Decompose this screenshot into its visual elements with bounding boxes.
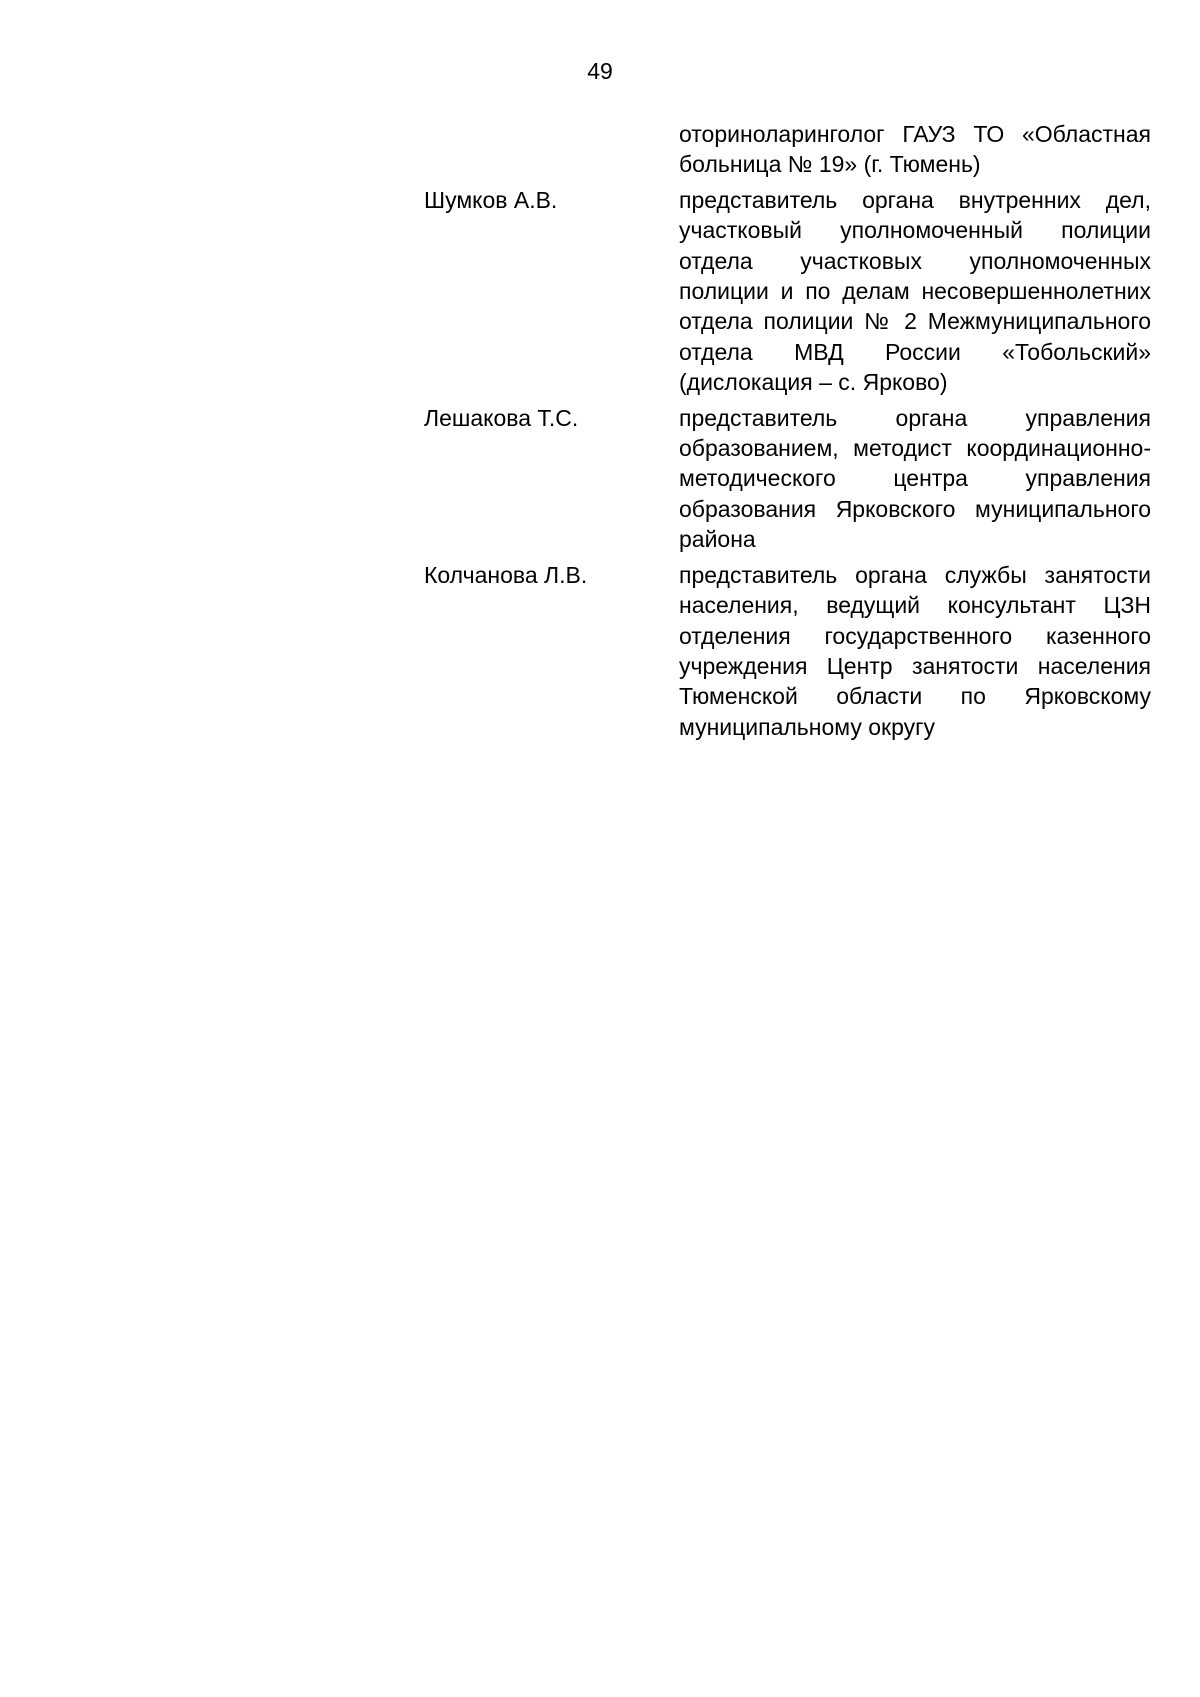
member-description: представитель органа внутренних дел, участковый уполномоченный полиции отдела участковых уполномоченных полиции и по делам несовершеннолетних отдела полиции № 2 Межмуниципального отдела МВД России «Тобольский» (дислокация – с. Ярково): [679, 186, 1151, 396]
member-name: Колчанова Л.В.: [424, 561, 588, 588]
member-entry: [0, 119, 1200, 180]
member-description: представитель органа управления образованием, методист координационно-методического центра управления образования Ярковского муниципального района: [679, 404, 1151, 553]
member-entry: [0, 185, 1200, 398]
commission-member-list: [0, 119, 1200, 747]
member-description: представитель органа службы занятости населения, ведущий консультант ЦЗН отделения государственного казенного учреждения Центр занятости населения Тюменской области по Ярковскому муниципальному округу: [679, 561, 1151, 740]
member-name: Шумков А.В.: [424, 186, 558, 213]
member-entry: [0, 403, 1200, 555]
member-description: оториноларинголог ГАУЗ ТО «Областная больница № 19» (г. Тюмень): [679, 121, 1151, 178]
member-entry: [0, 560, 1200, 742]
member-name: Лешакова Т.С.: [424, 404, 579, 431]
page-number: 49: [587, 58, 613, 84]
